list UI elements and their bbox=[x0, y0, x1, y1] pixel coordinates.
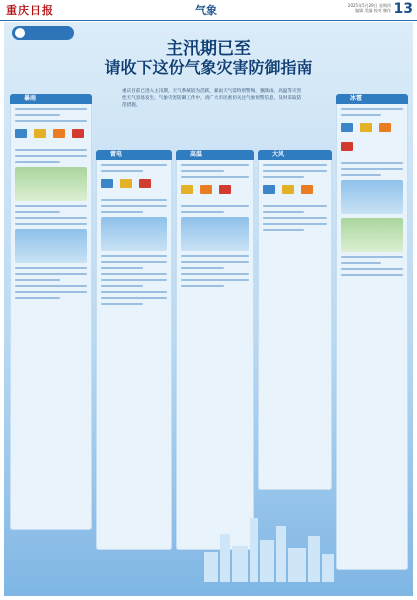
illustration-image bbox=[181, 217, 249, 251]
page-number: 13 bbox=[393, 1, 413, 17]
warning-orange-icon bbox=[200, 185, 212, 194]
warning-yellow-icon bbox=[282, 185, 294, 194]
panel-hail bbox=[336, 94, 408, 570]
panel-heading: 暴雨 bbox=[10, 94, 92, 104]
warning-red-icon bbox=[72, 129, 84, 138]
dateline bbox=[348, 3, 391, 13]
weather-poster bbox=[4, 22, 413, 596]
illustration-image bbox=[15, 167, 87, 201]
warning-blue-icon bbox=[263, 185, 275, 194]
warning-red-icon bbox=[219, 185, 231, 194]
section-title: 气象 bbox=[195, 4, 217, 17]
illustration-image bbox=[341, 180, 403, 214]
newspaper-brand: 重庆日报 bbox=[6, 4, 54, 17]
warning-orange-icon bbox=[53, 129, 65, 138]
poster-title-line-1: 主汛期已至 bbox=[166, 39, 251, 59]
warning-red-icon bbox=[341, 142, 353, 151]
warning-blue-icon bbox=[341, 123, 353, 132]
panel-wind bbox=[258, 150, 332, 490]
warning-red-icon bbox=[139, 179, 151, 188]
panel-heading: 冰雹 bbox=[336, 94, 408, 104]
poster-title-line-2: 请收下这份气象灾害防御指南 bbox=[104, 58, 313, 77]
warning-blue-icon bbox=[101, 179, 113, 188]
panel-heading: 大风 bbox=[258, 150, 332, 160]
warning-yellow-icon bbox=[181, 185, 193, 194]
illustration-image bbox=[15, 229, 87, 263]
panel-rainstorm bbox=[10, 94, 92, 530]
panel-heading: 雷电 bbox=[96, 150, 172, 160]
poster-intro: 重庆目前已进入主汛期，天气系统较为活跃，暴雨天气需特别警惕，强降雨、高温等灾害性天气容易发生。气象灾害防御工作中，请广大市民密切关注气象预警信息，及时采取防范措施。 bbox=[122, 89, 302, 108]
dateline-staff: 编辑 美编 校对 制作 bbox=[355, 8, 391, 13]
warning-yellow-icon bbox=[34, 129, 46, 138]
illustration-image bbox=[341, 218, 403, 252]
panel-heading: 高温 bbox=[176, 150, 254, 160]
warning-yellow-icon bbox=[120, 179, 132, 188]
dateline-date: 2025年5月29日 星期四 bbox=[347, 3, 391, 8]
illustration-image bbox=[101, 217, 167, 251]
warning-blue-icon bbox=[15, 129, 27, 138]
warning-orange-icon bbox=[301, 185, 313, 194]
panel-heat bbox=[176, 150, 254, 550]
warning-yellow-icon bbox=[360, 123, 372, 132]
panel-thunder bbox=[96, 150, 172, 550]
masthead bbox=[0, 0, 417, 21]
warning-orange-icon bbox=[379, 123, 391, 132]
city-skyline-image bbox=[204, 502, 334, 582]
